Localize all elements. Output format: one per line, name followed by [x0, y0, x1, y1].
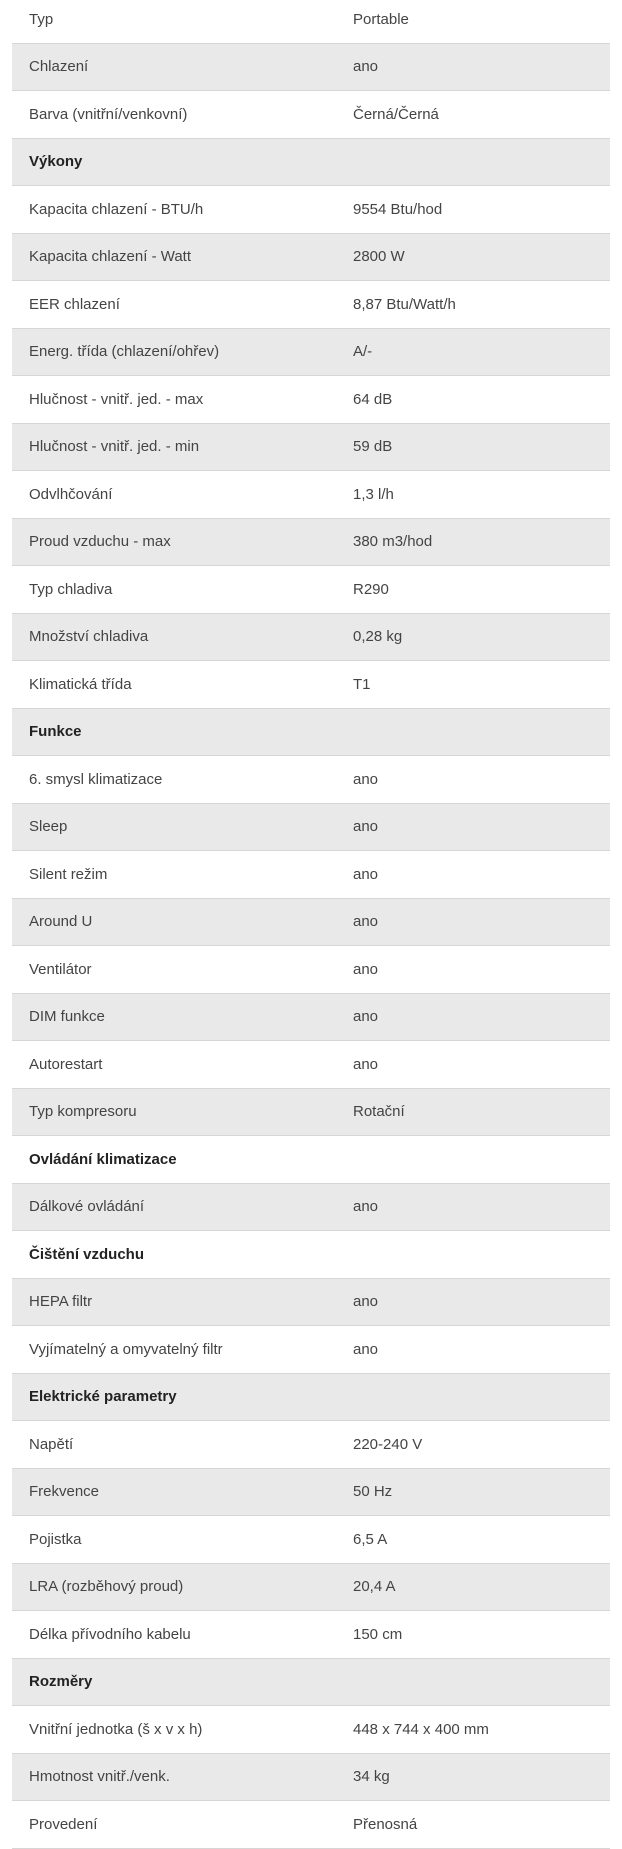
spec-value: ano: [353, 1293, 379, 1311]
spec-label: Klimatická třída: [29, 675, 132, 693]
spec-row: [12, 661, 610, 709]
spec-label: Around U: [29, 913, 93, 931]
section-title: Elektrické parametry: [29, 1388, 177, 1406]
spec-row: [12, 851, 610, 899]
spec-row: [12, 91, 610, 139]
spec-label: Typ chladiva: [29, 580, 113, 598]
spec-row: [12, 1041, 610, 1089]
spec-row: [12, 1611, 610, 1659]
spec-row: [12, 186, 610, 234]
spec-label: Dálkové ovládání: [29, 1198, 145, 1216]
spec-value: ano: [353, 1055, 379, 1073]
spec-value: ano: [353, 913, 379, 931]
section-header: [12, 1374, 610, 1422]
spec-label: Hlučnost - vnitř. jed. - min: [29, 438, 200, 456]
spec-value: 150 cm: [353, 1625, 403, 1643]
spec-row: [12, 1279, 610, 1327]
spec-label: Ventilátor: [29, 960, 92, 978]
spec-value: Přenosná: [353, 1815, 418, 1833]
spec-row: [12, 234, 610, 282]
section-title: Funkce: [29, 723, 82, 741]
spec-value: ano: [353, 865, 379, 883]
spec-label: Délka přívodního kabelu: [29, 1625, 191, 1643]
spec-label: Vnitřní jednotka (š x v x h): [29, 1720, 203, 1738]
spec-value: ano: [353, 1340, 379, 1358]
spec-row: [12, 1469, 610, 1517]
spec-value: ano: [353, 960, 379, 978]
spec-label: Provedení: [29, 1815, 98, 1833]
spec-value: T1: [353, 675, 371, 693]
spec-label: Barva (vnitřní/venkovní): [29, 105, 188, 123]
spec-label: Množství chladiva: [29, 628, 149, 646]
spec-label: Pojistka: [29, 1530, 82, 1548]
spec-value: 0,28 kg: [353, 628, 403, 646]
spec-label: Silent režim: [29, 865, 108, 883]
spec-row: [12, 519, 610, 567]
spec-row: [12, 1184, 610, 1232]
spec-label: Autorestart: [29, 1055, 103, 1073]
spec-row: [12, 994, 610, 1042]
spec-value: 9554 Btu/hod: [353, 200, 443, 218]
spec-row: [12, 1706, 610, 1754]
spec-label: Vyjímatelný a omyvatelný filtr: [29, 1340, 223, 1358]
section-header: [12, 1136, 610, 1184]
section-header: [12, 1231, 610, 1279]
spec-value: 220-240 V: [353, 1435, 423, 1453]
spec-row: [12, 614, 610, 662]
spec-label: Kapacita chlazení - Watt: [29, 248, 192, 266]
spec-row: [12, 1754, 610, 1802]
spec-value: 380 m3/hod: [353, 533, 433, 551]
spec-row: [12, 0, 610, 44]
section-title: Výkony: [29, 153, 83, 171]
spec-label: Odvlhčování: [29, 485, 113, 503]
spec-row: [12, 1089, 610, 1137]
spec-label: DIM funkce: [29, 1008, 105, 1026]
spec-value: 34 kg: [353, 1768, 390, 1786]
spec-value: 6,5 A: [353, 1530, 388, 1548]
spec-row: [12, 1516, 610, 1564]
spec-label: Typ: [29, 10, 54, 28]
spec-value: Portable: [353, 10, 409, 28]
spec-value: 20,4 A: [353, 1578, 396, 1596]
spec-value: 8,87 Btu/Watt/h: [353, 295, 456, 313]
spec-value: ano: [353, 1198, 379, 1216]
spec-row: [12, 281, 610, 329]
spec-value: 1,3 l/h: [353, 485, 394, 503]
spec-value: 59 dB: [353, 438, 393, 456]
spec-row: [12, 376, 610, 424]
spec-label: 6. smysl klimatizace: [29, 770, 163, 788]
spec-label: Napětí: [29, 1435, 74, 1453]
spec-value: ano: [353, 818, 379, 836]
section-header: [12, 1659, 610, 1707]
spec-row: [12, 424, 610, 472]
spec-table: [12, 0, 610, 1849]
spec-value: R290: [353, 580, 389, 598]
section-title: Ovládání klimatizace: [29, 1150, 177, 1168]
spec-label: LRA (rozběhový proud): [29, 1578, 184, 1596]
spec-value: A/-: [353, 343, 373, 361]
spec-row: [12, 1564, 610, 1612]
section-header: [12, 709, 610, 757]
spec-row: [12, 899, 610, 947]
spec-value: 2800 W: [353, 248, 405, 266]
section-title: Rozměry: [29, 1673, 93, 1691]
spec-label: HEPA filtr: [29, 1293, 93, 1311]
spec-row: [12, 329, 610, 377]
spec-label: Frekvence: [29, 1483, 100, 1501]
spec-label: Energ. třída (chlazení/ohřev): [29, 343, 220, 361]
spec-value: Černá/Černá: [353, 105, 439, 123]
section-title: Čištění vzduchu: [29, 1245, 145, 1263]
spec-row: [12, 1801, 610, 1849]
spec-row: [12, 471, 610, 519]
spec-value: 50 Hz: [353, 1483, 393, 1501]
spec-row: [12, 946, 610, 994]
spec-label: Typ kompresoru: [29, 1103, 137, 1121]
spec-value: Rotační: [353, 1103, 405, 1121]
spec-value: 64 dB: [353, 390, 393, 408]
spec-label: EER chlazení: [29, 295, 120, 313]
spec-row: [12, 566, 610, 614]
spec-value: ano: [353, 1008, 379, 1026]
section-header: [12, 139, 610, 187]
spec-row: [12, 1421, 610, 1469]
spec-label: Hlučnost - vnitř. jed. - max: [29, 390, 204, 408]
spec-label: Chlazení: [29, 58, 89, 76]
spec-row: [12, 756, 610, 804]
spec-label: Kapacita chlazení - BTU/h: [29, 200, 204, 218]
spec-row: [12, 804, 610, 852]
spec-row: [12, 1326, 610, 1374]
spec-value: ano: [353, 58, 379, 76]
spec-label: Sleep: [29, 818, 68, 836]
spec-value: ano: [353, 770, 379, 788]
spec-label: Proud vzduchu - max: [29, 533, 171, 551]
spec-value: 448 x 744 x 400 mm: [353, 1720, 489, 1738]
spec-label: Hmotnost vnitř./venk.: [29, 1768, 170, 1786]
spec-row: [12, 44, 610, 92]
